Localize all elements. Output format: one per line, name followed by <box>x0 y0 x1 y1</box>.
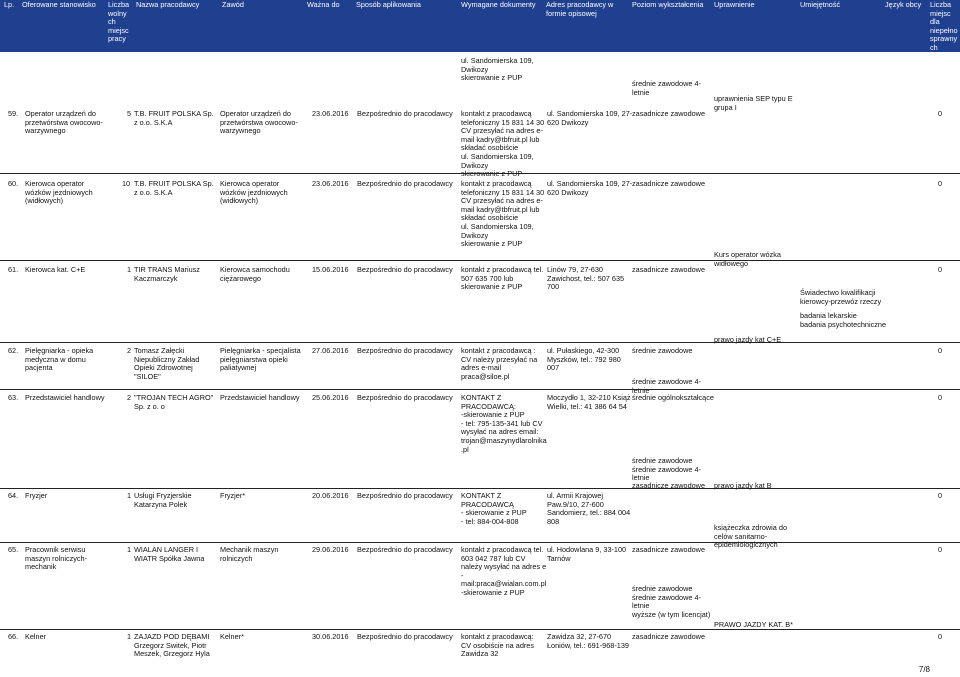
cell-lp: 61. <box>8 265 19 274</box>
cell-sposob: Bezpośrednio do pracodawcy <box>357 545 453 554</box>
cell-niepelnosprawni: 0 <box>938 265 943 274</box>
header-pracodawca: Nazwa pracodawcy <box>136 0 200 9</box>
cell-dokumenty: kontakt z pracodawcą tel. 507 635 700 lub skierowanie z PUP <box>461 265 544 292</box>
cell-uprawnienie: uprawnienia SEP typu E grupa I <box>714 94 793 112</box>
cell-stanowisko: Pielęgniarka - opieka medyczna w domu pacjenta <box>25 346 94 373</box>
cell-lp: 66. <box>8 632 19 641</box>
header-liczba-niepelnosprawnych: Liczba miejsc dla niepełno sprawny ch <box>930 0 958 52</box>
cell-pracodawca: T.B. FRUIT POLSKA Sp. z o.o. S.K.A <box>134 109 214 127</box>
cell-zawod: Operator urządzeń do przetwórstwa owocowo- warzywnego <box>220 109 298 136</box>
cell-stanowisko: Przedstawiciel handlowy <box>25 393 105 402</box>
header-wyksztalcenie: Poziom wykształcenia <box>632 0 704 9</box>
header-umiejetnosc: Umiejętność <box>800 0 841 9</box>
cell-adres: ul. Hodowlana 9, 33-100 Tarnów <box>547 545 627 563</box>
header-lp: Lp. <box>4 0 15 9</box>
row-divider <box>0 488 960 489</box>
header-liczba-wolnych: Liczba wolny ch miejsc pracy <box>108 0 130 44</box>
cell-niepelnosprawni: 0 <box>938 179 943 188</box>
cell-sposob: Bezpośrednio do pracodawcy <box>357 265 453 274</box>
cell-lp: 60. <box>8 179 19 188</box>
cell-data: 23.06.2016 <box>312 179 349 188</box>
cell-pracodawca: "TROJAN TECH AGRO" Sp. z o. o <box>134 393 214 411</box>
cell-zawod: Fryzjer* <box>220 491 246 500</box>
cell-zawod: Mechanik maszyn rolniczych <box>220 545 279 563</box>
cell-niepelnosprawni: 0 <box>938 491 943 500</box>
cell-uprawnienie: książeczka zdrowia do celów sanitarno- epidemiologicznych <box>714 523 788 550</box>
cell-dokumenty: kontakt z pracodawcą: CV osobiście na adres Zawidza 32 <box>461 632 535 659</box>
cell-liczba: 10 <box>122 179 131 188</box>
cell-lp: 65. <box>8 545 19 554</box>
cell-zawod: Kelner* <box>220 632 244 641</box>
cell-data: 25.06.2016 <box>312 393 349 402</box>
cell-wyksztalcenie-extra: średnie zawodowe 4- letnie <box>632 377 701 395</box>
cell-pracodawca: TIR TRANS Mariusz Kaczmarczyk <box>134 265 200 283</box>
cell-dokumenty: kontakt z pracodawcą : CV należy przesyłać na adres e-mail praca@siloe.pl <box>461 346 538 381</box>
cell-data: 23.06.2016 <box>312 109 349 118</box>
cell-stanowisko: Kierowca kat. C+E <box>25 265 86 274</box>
cell-dokumenty: kontakt z pracodawcą telefoniczny 15 831 14 30 CV przesyłać na adres e- mail kadry@tbfruit.pl lub składać osobiście ul. Sandomierska 109, Dwikozy skierowanie z PUP <box>461 109 545 179</box>
table-header <box>0 0 960 52</box>
header-adres: Adres pracodawcy w formie opisowej <box>546 0 614 18</box>
cell-niepelnosprawni: 0 <box>938 346 943 355</box>
cell-liczba: 1 <box>127 545 132 554</box>
cell-wyksztalcenie: zasadnicze zawodowe <box>632 265 706 274</box>
cell-niepelnosprawni: 0 <box>938 393 943 402</box>
cell-wyksztalcenie-extra-2: zasadnicze zawodowe <box>632 481 706 490</box>
cell-lp: 64. <box>8 491 19 500</box>
cell-stanowisko: Operator urządzeń do przetwórstwa owocowo- warzywnego <box>25 109 103 136</box>
cell-liczba: 2 <box>127 346 132 355</box>
header-wazna-do: Ważna do <box>307 0 340 9</box>
cell-wyksztalcenie-cont: średnie zawodowe 4- letnie <box>632 79 701 97</box>
cell-wyksztalcenie-extra: średnie zawodowe średnie zawodowe 4- letnie wyższe (w tym licencjat) <box>632 584 711 619</box>
cell-umiejetnosc-2: badania lekarskie badania psychotechniczne <box>800 311 887 329</box>
row-divider <box>0 542 960 543</box>
cell-liczba: 1 <box>127 632 132 641</box>
cell-umiejetnosc: Świadectwo kwalifikacji kierowcy-przewóz rzeczy <box>800 288 882 306</box>
cell-sposob: Bezpośrednio do pracodawcy <box>357 491 453 500</box>
cell-zawod: Kierowca operator wózków jezdniowych (widłowych) <box>220 179 288 206</box>
page-number: 7/8 <box>918 665 930 675</box>
header-zawod: Zawód <box>222 0 244 9</box>
cell-pracodawca: ZAJAZD POD DĘBAMI Grzegorz Switek, Piotr Meszek, Grzegorz Hyla <box>134 632 210 659</box>
cell-stanowisko: Pracownik serwisu maszyn rolniczych- mechanik <box>25 545 88 572</box>
cell-niepelnosprawni: 0 <box>938 109 943 118</box>
cell-pracodawca: Usługi Fryzjerskie Katarzyna Polek <box>134 491 192 509</box>
cell-wyksztalcenie: zasadnicze zawodowe <box>632 179 706 188</box>
row-divider <box>0 260 960 261</box>
cell-uprawnienie: Kurs operator wózka widłowego <box>714 250 781 268</box>
cell-pracodawca: WIALAN LANGER I WIATR Spółka Jawna <box>134 545 205 563</box>
header-jezyk: Język obcy <box>885 0 922 9</box>
cell-pracodawca: Tomasz Załęcki Niepubliczny Zakład Opieki Zdrowotnej "SILOE" <box>134 346 200 381</box>
cell-wyksztalcenie: zasadnicze zawodowe <box>632 109 706 118</box>
cell-data: 15.06.2016 <box>312 265 349 274</box>
cell-sposob: Bezpośrednio do pracodawcy <box>357 109 453 118</box>
row-divider <box>0 173 960 174</box>
cell-wyksztalcenie: średnie ogólnokształcące <box>632 393 714 402</box>
cell-adres: Moczydło 1, 32-210 Książ Wielki, tel.: 41 386 64 54 <box>547 393 631 411</box>
cell-dokumenty: KONTAKT Z PRACODAWCĄ - skierowanie z PUP - tel: 884-004-808 <box>461 491 527 526</box>
cell-adres: ul. Sandomierska 109, 27- 620 Dwikozy <box>547 109 633 127</box>
cell-data: 20.06.2016 <box>312 491 349 500</box>
cell-liczba: 1 <box>127 491 132 500</box>
cell-dokumenty: kontakt z pracodawcą tel. 603 042 787 lub CV należy wysyłać na adres e - mail:praca@wialan.com.pl -skierowanie z PUP <box>461 545 547 597</box>
cell-stanowisko: Kelner <box>25 632 47 641</box>
cell-wyksztalcenie-extra: średnie zawodowe średnie zawodowe 4- letnie <box>632 456 701 483</box>
cell-liczba: 2 <box>127 393 132 402</box>
row-divider <box>0 389 960 390</box>
cell-dokumenty: KONTAKT Z PRACODAWCĄ: -skierowanie z PUP - tel: 795-135-341 lub CV wysyłać na adres email: trojan@maszynydlarolnika .pl <box>461 393 547 454</box>
header-sposob: Sposób aplikowania <box>356 0 421 9</box>
cell-niepelnosprawni: 0 <box>938 545 943 554</box>
cell-stanowisko: Kierowca operator wózków jezdniowych (widłowych) <box>25 179 93 206</box>
cell-sposob: Bezpośrednio do pracodawcy <box>357 632 453 641</box>
cell-uprawnienie: prawo jazdy kat B <box>714 481 772 490</box>
header-uprawnienie: Uprawnienie <box>714 0 755 9</box>
cell-dokumenty: kontakt z pracodawcą telefoniczny 15 831 14 30 CV przesyłać na adres e- mail kadry@tbfruit.pl lub składać osobiście ul. Sandomierska 109, Dwikozy skierowanie z PUP <box>461 179 545 249</box>
cell-adres: ul. Armii Krajowej Paw.9/10, 27-600 Sandomierz, tel.: 884 004 808 <box>547 491 631 526</box>
cell-wyksztalcenie: zasadnicze zawodowe <box>632 545 706 554</box>
cell-zawod: Przedstawiciel handlowy <box>220 393 300 402</box>
header-dokumenty: Wymagane dokumenty <box>461 0 536 9</box>
cell-dokumenty-cont: ul. Sandomierska 109, Dwikozy skierowanie z PUP <box>461 56 534 83</box>
cell-adres: Zawidza 32, 27-670 Łoniów, tel.: 691-968-139 <box>547 632 629 650</box>
cell-wyksztalcenie: zasadnicze zawodowe <box>632 632 706 641</box>
cell-lp: 63. <box>8 393 19 402</box>
cell-data: 29.06.2016 <box>312 545 349 554</box>
cell-uprawnienie-2: prawo jazdy kat C+E <box>714 335 782 344</box>
cell-adres: Linów 79, 27-630 Zawichost, tel.: 507 635 700 <box>547 265 625 292</box>
cell-zawod: Pielęgniarka - specjalista pielęgniarstwa opieki paliatywnej <box>220 346 301 373</box>
header-stanowisko: Oferowane stanowisko <box>22 0 96 9</box>
cell-sposob: Bezpośrednio do pracodawcy <box>357 179 453 188</box>
cell-sposob: Bezpośrednio do pracodawcy <box>357 346 453 355</box>
cell-data: 30.06.2016 <box>312 632 349 641</box>
cell-stanowisko: Fryzjer <box>25 491 48 500</box>
row-divider <box>0 342 960 343</box>
cell-liczba: 1 <box>127 265 132 274</box>
cell-liczba: 5 <box>127 109 132 118</box>
cell-pracodawca: T.B. FRUIT POLSKA Sp. z o.o. S.K.A <box>134 179 214 197</box>
cell-adres: ul. Pułaskiego, 42-300 Myszków, tel.: 792 980 007 <box>547 346 621 373</box>
cell-niepelnosprawni: 0 <box>938 632 943 641</box>
cell-zawod: Kierowca samochodu ciężarowego <box>220 265 290 283</box>
cell-uprawnienie: PRAWO JAZDY KAT. B* <box>714 620 793 629</box>
cell-lp: 59. <box>8 109 19 118</box>
cell-wyksztalcenie: średnie zawodowe <box>632 346 693 355</box>
cell-sposob: Bezpośrednio do pracodawcy <box>357 393 453 402</box>
cell-adres: ul. Sandomierska 109, 27- 620 Dwikozy <box>547 179 633 197</box>
cell-lp: 62. <box>8 346 19 355</box>
row-divider <box>0 629 960 630</box>
cell-data: 27.06.2016 <box>312 346 349 355</box>
